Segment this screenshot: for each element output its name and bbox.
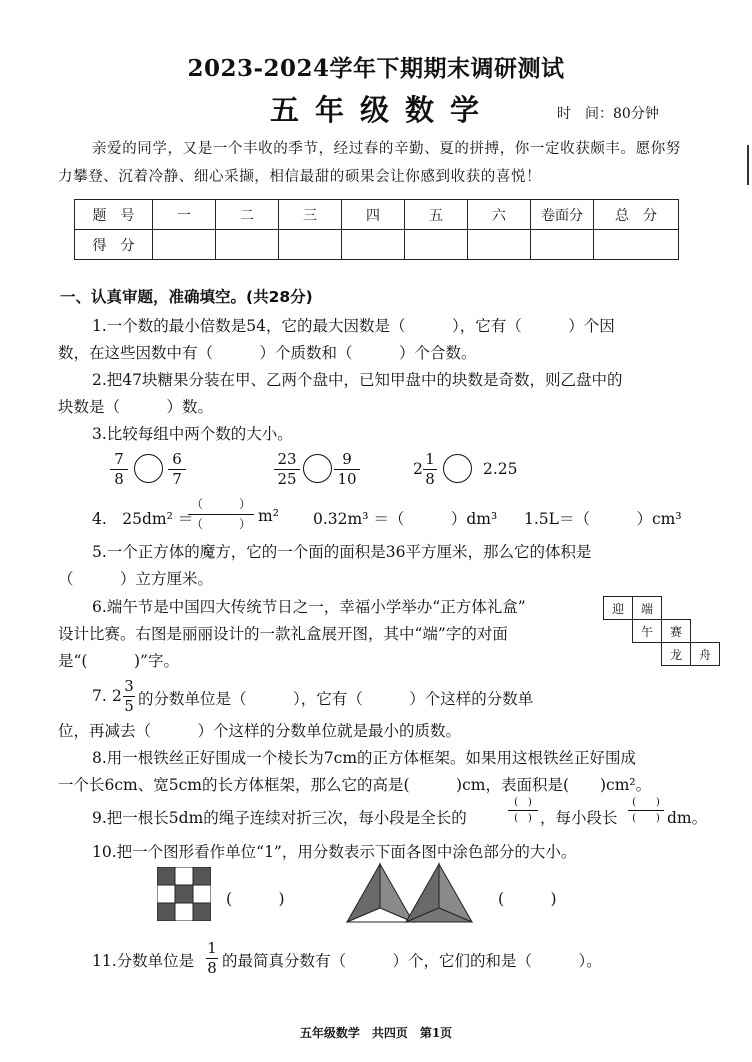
table-cell xyxy=(405,230,468,260)
question-1-line-2: 数，在这些因数中有（ ）个质数和（ ）个合数。 xyxy=(58,344,477,362)
score-table-row xyxy=(75,230,679,260)
question-9-part-2: ，每小段长 xyxy=(540,809,618,827)
question-10: 10.把一个图形看作单位“1”，用分数表示下面各图中涂色部分的大小。 xyxy=(92,843,577,861)
table-cell: 题 号 xyxy=(75,200,153,230)
table-cell xyxy=(216,230,279,260)
question-2-line-2: 块数是（ ）数。 xyxy=(58,398,214,416)
question-6-line-2: 设计比赛。右图是丽丽设计的一款礼盒展开图，其中“端”字的对面 xyxy=(58,625,508,643)
table-cell: 得 分 xyxy=(75,230,153,260)
net-face: 午 xyxy=(633,620,662,643)
table-cell xyxy=(153,230,216,260)
compare-circle[interactable] xyxy=(443,454,472,483)
section-heading: 一、认真审题，准确填空。(共28分) xyxy=(60,288,313,306)
question-6-line-3: 是“( )”字。 xyxy=(58,652,179,670)
table-cell: 一 xyxy=(153,200,216,230)
question-11-part-2: 的最简真分数有（ ）个，它们的和是（ ）。 xyxy=(222,952,602,970)
fraction xyxy=(168,451,186,488)
question-4-part-1: 4. 25dm² ＝ xyxy=(92,510,194,528)
page-footer: 五年级数学 共四页 第1页 xyxy=(299,1026,453,1040)
numerator: 1 xyxy=(425,450,435,468)
numerator: 1 xyxy=(207,939,217,957)
table-cell xyxy=(279,230,342,260)
whole-number: 2 xyxy=(413,460,423,478)
denominator: 7 xyxy=(172,470,182,488)
net-face: 赛 xyxy=(662,620,691,643)
question-5-line-2: （ ）立方厘米。 xyxy=(58,570,214,588)
question-8-line-1: 8.用一根铁丝正好围成一个棱长为7cm的正方体框架。如果用这根铁丝正好围成 xyxy=(92,749,637,767)
intro-line-2: 力攀登、沉着冷静、细心采撷，相信最甜的硕果会让你感到收获的喜悦！ xyxy=(58,169,542,185)
numerator-blank: （ ） xyxy=(190,497,251,511)
denominator-blank: ( ) xyxy=(632,813,660,824)
question-8-line-2: 一个长6cm、宽5cm的长方体框架，那么它的高是( )cm，表面积是( )cm²。 xyxy=(58,776,652,794)
answer-blank[interactable]: ( ) xyxy=(226,890,285,908)
compare-circle[interactable] xyxy=(134,454,163,483)
decimal-value: 2.25 xyxy=(483,460,518,478)
denominator: 8 xyxy=(425,470,435,488)
numerator-blank: ( ) xyxy=(632,797,660,808)
fraction-blank[interactable] xyxy=(628,796,664,825)
fraction xyxy=(334,451,360,488)
exam-title: 2023-2024学年下期期末调研测试 xyxy=(187,55,565,82)
table-cell: 四 xyxy=(342,200,405,230)
fraction-blank[interactable] xyxy=(188,496,254,533)
fraction-blank[interactable] xyxy=(508,796,538,825)
table-cell xyxy=(468,230,531,260)
answer-blank[interactable]: ( ) xyxy=(498,890,557,908)
table-cell: 二 xyxy=(216,200,279,230)
question-9-part-1: 9.把一根长5dm的绳子连续对折三次，每小段是全长的 xyxy=(92,809,467,827)
net-face: 迎 xyxy=(604,597,633,620)
page-edge-mark xyxy=(747,145,749,185)
table-cell: 五 xyxy=(405,200,468,230)
table-cell xyxy=(342,230,405,260)
fraction xyxy=(206,940,218,977)
table-cell: 三 xyxy=(279,200,342,230)
table-cell: 卷面分 xyxy=(531,200,594,230)
question-4-part-3: 1.5L＝（ ）cm³ xyxy=(524,510,682,528)
denominator-blank: ( ) xyxy=(514,813,532,824)
question-7-number: 7. xyxy=(92,687,107,705)
question-6-line-1: 6.端午节是中国四大传统节日之一，幸福小学举办“正方体礼盒” xyxy=(92,598,526,616)
table-cell xyxy=(531,230,594,260)
denominator: 25 xyxy=(277,470,297,488)
shaded-grid-figure xyxy=(157,867,211,921)
question-4-part-2: 0.32m³ ＝（ ）dm³ xyxy=(313,510,498,528)
score-table-row xyxy=(75,200,679,230)
intro-line-1: 亲爱的同学，又是一个丰收的季节，经过春的辛勤、夏的拼搏，你一定收获颇丰。愿你努 xyxy=(92,141,681,157)
denominator: 8 xyxy=(114,470,124,488)
question-1-line-1: 1.一个数的最小倍数是54，它的最大因数是（ ），它有（ ）个因 xyxy=(92,317,615,335)
question-9-part-3: dm。 xyxy=(667,809,708,827)
denominator-blank: （ ） xyxy=(190,517,251,531)
numerator: 23 xyxy=(277,450,297,468)
whole-number: 2 xyxy=(112,687,122,705)
score-table xyxy=(74,199,679,260)
question-7-line-2: 位，再减去（ ）个这样的分数单位就是最小的质数。 xyxy=(58,722,462,740)
denominator: 8 xyxy=(207,959,217,977)
unit-label: m² xyxy=(258,507,279,525)
numerator-blank: ( ) xyxy=(514,797,532,808)
net-face: 龙 xyxy=(662,643,691,666)
numerator: 3 xyxy=(124,677,134,695)
table-cell: 六 xyxy=(468,200,531,230)
question-5-line-1: 5.一个正方体的魔方，它的一个面的面积是36平方厘米，那么它的体积是 xyxy=(92,543,592,561)
fraction xyxy=(123,678,135,715)
denominator: 5 xyxy=(124,697,134,715)
denominator: 10 xyxy=(337,470,357,488)
numerator: 6 xyxy=(172,450,182,468)
compare-circle[interactable] xyxy=(303,454,332,483)
table-cell xyxy=(594,230,679,260)
fraction xyxy=(423,451,437,488)
numerator: 7 xyxy=(114,450,124,468)
exam-time: 时 间：80分钟 xyxy=(557,106,659,122)
question-11-part-1: 11.分数单位是 xyxy=(92,952,195,970)
fraction xyxy=(274,451,300,488)
fraction xyxy=(110,451,128,488)
table-cell: 总 分 xyxy=(594,200,679,230)
question-7-line-1: 的分数单位是（ ），它有（ ）个这样的分数单 xyxy=(138,690,534,708)
exam-subject: 五年级数学 xyxy=(270,93,496,127)
cube-net xyxy=(603,596,720,666)
numerator: 9 xyxy=(342,450,352,468)
shaded-triangles-figure xyxy=(345,862,475,926)
net-face: 舟 xyxy=(691,643,720,666)
question-2-line-1: 2.把47块糖果分装在甲、乙两个盘中，已知甲盘中的块数是奇数，则乙盘中的 xyxy=(92,371,623,389)
question-3: 3.比较每组中两个数的大小。 xyxy=(92,425,293,443)
net-face: 端 xyxy=(633,597,662,620)
